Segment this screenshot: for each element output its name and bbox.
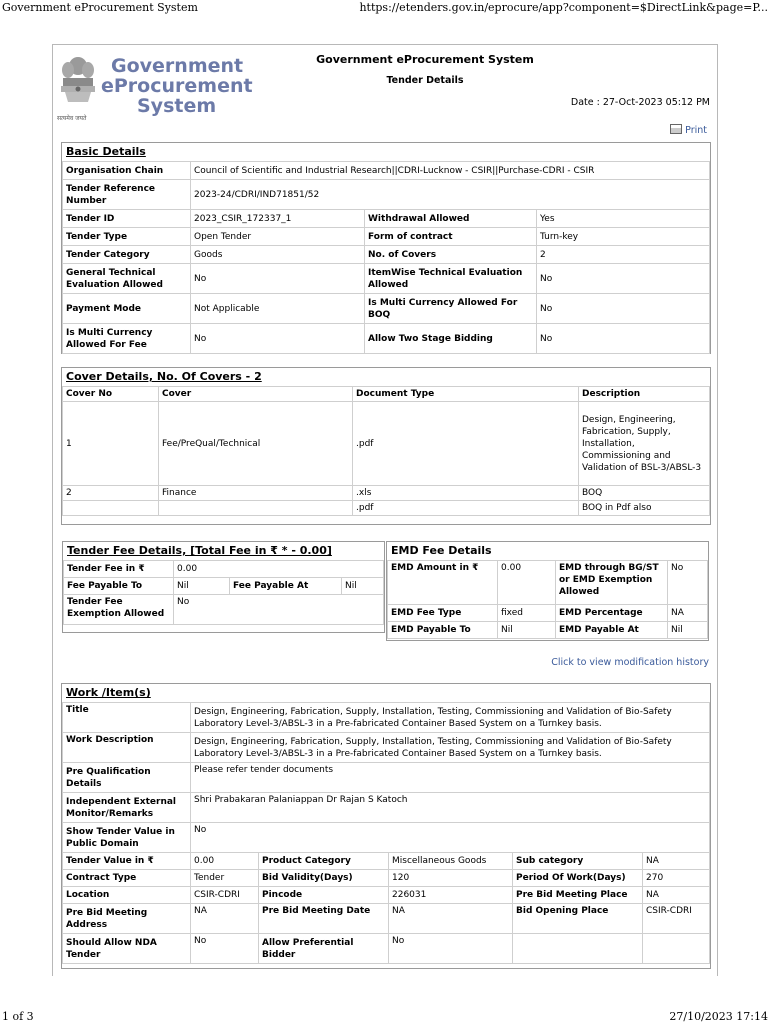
emd-bg-label: EMD through BG/ST or EMD Exemption Allowed bbox=[556, 561, 668, 605]
bid-validity-label: Bid Validity(Days) bbox=[259, 870, 389, 887]
emd-amount-value: 0.00 bbox=[498, 561, 556, 605]
cover-cell bbox=[63, 501, 159, 516]
contract-type-label: Contract Type bbox=[63, 870, 191, 887]
fee-exempt-label: Tender Fee Exemption Allowed bbox=[64, 595, 174, 625]
withdrawal-label: Withdrawal Allowed bbox=[365, 210, 537, 228]
iwte-label: ItemWise Technical Evaluation Allowed bbox=[365, 264, 537, 294]
emd-payat-label: EMD Payable At bbox=[556, 622, 668, 639]
cover-cell bbox=[159, 501, 353, 516]
cover-header: Document Type bbox=[353, 387, 579, 402]
emd-fee-section bbox=[386, 541, 709, 641]
cover-cell: BOQ in Pdf also bbox=[579, 501, 710, 516]
ref-value: 2023-24/CDRI/IND71851/52 bbox=[191, 180, 710, 210]
preferential-value: No bbox=[389, 934, 513, 964]
fee-payto-label: Fee Payable To bbox=[64, 578, 174, 595]
fee-label: Tender Fee in ₹ bbox=[64, 561, 174, 578]
gte-value: No bbox=[191, 264, 365, 294]
show-value-label: Show Tender Value in Public Domain bbox=[63, 823, 191, 853]
tender-id-value: 2023_CSIR_172337_1 bbox=[191, 210, 365, 228]
monitor-value: Shri Prabakaran Palaniappan Dr Rajan S Katoch bbox=[191, 793, 710, 823]
logo-line-2: eProcurement bbox=[101, 75, 253, 97]
cover-header: Cover bbox=[159, 387, 353, 402]
org-value: Council of Scientific and Industrial Research||CDRI-Lucknow - CSIR||Purchase-CDRI - CSIR bbox=[191, 162, 710, 180]
emd-pct-label: EMD Percentage bbox=[556, 605, 668, 622]
prebid-place-value: NA bbox=[643, 887, 710, 904]
work-items-table bbox=[62, 702, 710, 964]
tender-fee-title: Tender Fee Details, [Total Fee in ₹ * - 0.00] bbox=[67, 544, 332, 557]
print-timestamp: 27/10/2023 17:14 bbox=[669, 1010, 768, 1023]
mcfee-value: No bbox=[191, 324, 365, 354]
product-category-label: Product Category bbox=[259, 853, 389, 870]
cover-details-table bbox=[62, 386, 710, 516]
subcategory-label: Sub category bbox=[513, 853, 643, 870]
work-desc-label: Work Description bbox=[63, 733, 191, 763]
tender-id-label: Tender ID bbox=[63, 210, 191, 228]
tender-type-label: Tender Type bbox=[63, 228, 191, 246]
basic-details-table bbox=[62, 161, 710, 354]
mcboq-label: Is Multi Currency Allowed For BOQ bbox=[365, 294, 537, 324]
print-header-title: Government eProcurement System bbox=[2, 1, 198, 14]
emd-type-label: EMD Fee Type bbox=[388, 605, 498, 622]
payment-value: Not Applicable bbox=[191, 294, 365, 324]
emblem-caption: सत्यमेव जयते bbox=[57, 115, 87, 122]
fee-exempt-value: No bbox=[174, 595, 384, 625]
cover-cell: BOQ bbox=[579, 486, 710, 501]
cover-details-title: Cover Details, No. Of Covers - 2 bbox=[66, 370, 262, 383]
preq-label: Pre Qualification Details bbox=[63, 763, 191, 793]
prebid-address-value: NA bbox=[191, 904, 259, 934]
bid-validity-value: 120 bbox=[389, 870, 513, 887]
print-link[interactable] bbox=[670, 124, 707, 136]
fee-payat-label: Fee Payable At bbox=[230, 578, 342, 595]
cover-cell: .pdf bbox=[353, 402, 579, 486]
nda-label: Should Allow NDA Tender bbox=[63, 934, 191, 964]
emd-fee-title: EMD Fee Details bbox=[391, 544, 492, 557]
table-row bbox=[63, 402, 710, 486]
bid-opening-label: Bid Opening Place bbox=[513, 904, 643, 934]
twostage-label: Allow Two Stage Bidding bbox=[365, 324, 537, 354]
tender-type-value: Open Tender bbox=[191, 228, 365, 246]
location-value: CSIR-CDRI bbox=[191, 887, 259, 904]
print-label: Print bbox=[685, 125, 707, 136]
basic-details-title: Basic Details bbox=[66, 145, 146, 158]
prebid-date-value: NA bbox=[389, 904, 513, 934]
category-label: Tender Category bbox=[63, 246, 191, 264]
tender-value-value: 0.00 bbox=[191, 853, 259, 870]
category-value: Goods bbox=[191, 246, 365, 264]
work-title-label: Title bbox=[63, 703, 191, 733]
work-items-title: Work /Item(s) bbox=[66, 686, 151, 699]
tender-fee-section bbox=[62, 541, 385, 633]
logo-line-1: Government bbox=[111, 55, 244, 77]
product-category-value: Miscellaneous Goods bbox=[389, 853, 513, 870]
report-date: Date : 27-Oct-2023 05:12 PM bbox=[570, 97, 710, 108]
iwte-value: No bbox=[537, 264, 710, 294]
emd-bg-value: No bbox=[668, 561, 708, 605]
ref-label: Tender Reference Number bbox=[63, 180, 191, 210]
cover-cell: Design, Engineering, Fabrication, Supply, Installation, Commissioning and Validation of BSL-3/ABSL-3 bbox=[579, 402, 710, 486]
show-value-value: No bbox=[191, 823, 710, 853]
cover-cell: Fee/PreQual/Technical bbox=[159, 402, 353, 486]
preferential-label: Allow Preferential Bidder bbox=[259, 934, 389, 964]
tender-value-label: Tender Value in ₹ bbox=[63, 853, 191, 870]
location-label: Location bbox=[63, 887, 191, 904]
modification-history-link[interactable]: Click to view modification history bbox=[551, 657, 709, 668]
contract-type-value: Tender bbox=[191, 870, 259, 887]
emd-fee-table bbox=[387, 560, 708, 639]
preq-value: Please refer tender documents bbox=[191, 763, 710, 793]
org-label: Organisation Chain bbox=[63, 162, 191, 180]
page-subtitle: Tender Details bbox=[386, 75, 464, 86]
page-title: Government eProcurement System bbox=[316, 53, 534, 66]
basic-details-section bbox=[61, 142, 711, 354]
nda-value: No bbox=[191, 934, 259, 964]
period-label: Period Of Work(Days) bbox=[513, 870, 643, 887]
document-page bbox=[52, 44, 718, 976]
prebid-date-label: Pre Bid Meeting Date bbox=[259, 904, 389, 934]
cover-details-section bbox=[61, 367, 711, 525]
covers-label: No. of Covers bbox=[365, 246, 537, 264]
fee-payto-value: Nil bbox=[174, 578, 230, 595]
form-label: Form of contract bbox=[365, 228, 537, 246]
period-value: 270 bbox=[643, 870, 710, 887]
form-value: Turn-key bbox=[537, 228, 710, 246]
monitor-label: Independent External Monitor/Remarks bbox=[63, 793, 191, 823]
table-row bbox=[63, 486, 710, 501]
cover-cell: .xls bbox=[353, 486, 579, 501]
pincode-label: Pincode bbox=[259, 887, 389, 904]
gte-label: General Technical Evaluation Allowed bbox=[63, 264, 191, 294]
bid-opening-value: CSIR-CDRI bbox=[643, 904, 710, 934]
prebid-address-label: Pre Bid Meeting Address bbox=[63, 904, 191, 934]
page-counter: 1 of 3 bbox=[2, 1010, 34, 1023]
cover-cell: 1 bbox=[63, 402, 159, 486]
emd-payto-value: Nil bbox=[498, 622, 556, 639]
logo-line-3: System bbox=[137, 95, 217, 117]
twostage-value: No bbox=[537, 324, 710, 354]
emd-payto-label: EMD Payable To bbox=[388, 622, 498, 639]
payment-label: Payment Mode bbox=[63, 294, 191, 324]
subcategory-value: NA bbox=[643, 853, 710, 870]
fee-value: 0.00 bbox=[174, 561, 384, 578]
work-items-section bbox=[61, 683, 711, 969]
pincode-value: 226031 bbox=[389, 887, 513, 904]
emd-pct-value: NA bbox=[668, 605, 708, 622]
emd-amount-label: EMD Amount in ₹ bbox=[388, 561, 498, 605]
table-row bbox=[63, 501, 710, 516]
fee-payat-value: Nil bbox=[342, 578, 384, 595]
mcboq-value: No bbox=[537, 294, 710, 324]
emd-payat-value: Nil bbox=[668, 622, 708, 639]
cover-header: Description bbox=[579, 387, 710, 402]
print-header-url: https://etenders.gov.in/eprocure/app?component=$DirectLink&page=P... bbox=[359, 1, 768, 14]
cover-cell: .pdf bbox=[353, 501, 579, 516]
tender-fee-table bbox=[63, 560, 384, 625]
mcfee-label: Is Multi Currency Allowed For Fee bbox=[63, 324, 191, 354]
printer-icon bbox=[670, 124, 682, 134]
prebid-place-label: Pre Bid Meeting Place bbox=[513, 887, 643, 904]
work-desc-value: Design, Engineering, Fabrication, Supply, Installation, Testing, Commissioning and Validation of Bio-Safety Laboratory Level-3/ABSL-3 in a Pre-fabricated Container Based System on a Turnkey basis. bbox=[191, 733, 710, 763]
work-title-value: Design, Engineering, Fabrication, Supply, Installation, Testing, Commissioning and Validation of Bio-Safety Laboratory Level-3/ABSL-3 in a Pre-fabricated Container Based System on a Turnkey basis. bbox=[191, 703, 710, 733]
cover-header: Cover No bbox=[63, 387, 159, 402]
covers-value: 2 bbox=[537, 246, 710, 264]
withdrawal-value: Yes bbox=[537, 210, 710, 228]
cover-cell: Finance bbox=[159, 486, 353, 501]
emd-type-value: fixed bbox=[498, 605, 556, 622]
cover-cell: 2 bbox=[63, 486, 159, 501]
